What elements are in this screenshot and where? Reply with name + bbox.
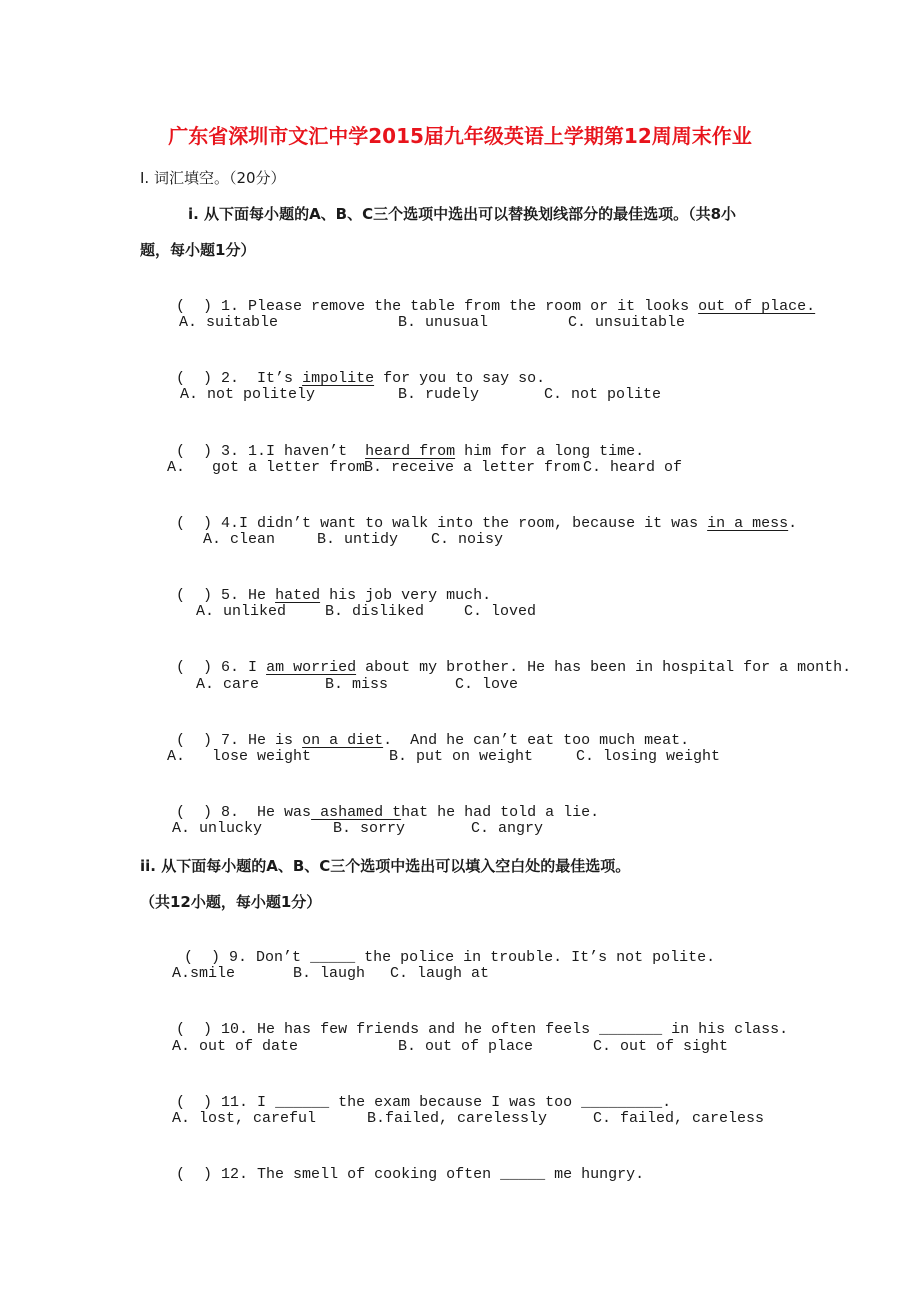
question-text-end: the police in trouble. It’s not polite. (355, 949, 716, 966)
underlined-phrase: heard from (365, 443, 456, 460)
question-text-end: for you to say so. (374, 370, 546, 387)
option-c: C. love (455, 676, 519, 693)
option-b: B.failed, carelessly (367, 1110, 548, 1127)
answer-paren[interactable]: ( ) (176, 804, 213, 821)
answer-paren[interactable]: ( ) (176, 732, 213, 749)
question-text-end: about my brother. He has been in hospital for a month. (356, 659, 852, 676)
question-text-end: in his class. (662, 1021, 789, 1038)
option-a: A. care (196, 676, 260, 693)
answer-paren[interactable]: ( ) (176, 587, 213, 604)
question-text: 1. Please remove the table from the room or it looks (221, 298, 699, 315)
option-b: B. rudely (398, 386, 480, 403)
option-a: A. got a letter from (167, 459, 366, 476)
option-b: B. miss (325, 676, 389, 693)
question-text-end: . (788, 515, 798, 532)
part-ii-instruction-line1: ii. 从下面每小题的A、B、C三个选项中选出可以填入空白处的最佳选项。 (140, 857, 631, 875)
option-c: C. unsuitable (568, 314, 686, 331)
question-text: 12. The smell of cooking often (221, 1166, 501, 1183)
option-b: B. unusual (398, 314, 489, 331)
question-text-end: me hungry. (545, 1166, 645, 1183)
option-c: C. loved (464, 603, 537, 620)
option-a: A. unliked (196, 603, 287, 620)
question-text: 5. He (221, 587, 276, 604)
option-a: A. out of date (172, 1038, 299, 1055)
question-text-end: hat he had told a lie. (401, 804, 600, 821)
answer-paren[interactable]: ( ) (176, 443, 213, 460)
underlined-phrase: ashamed t (311, 804, 402, 821)
question-text: 3. 1.I haven’t (221, 443, 366, 460)
question-text: 4.I didn’t want to walk into the room, because it was (221, 515, 708, 532)
question-12 (140, 1145, 644, 1205)
option-a: A.smile (172, 965, 236, 982)
option-c: C. angry (471, 820, 544, 837)
question-text-end: him for a long time. (455, 443, 645, 460)
option-a: A. clean (203, 531, 276, 548)
answer-blank-2[interactable]: _________ (581, 1094, 663, 1111)
option-c: C. out of sight (593, 1038, 729, 1055)
question-text: 11. I (221, 1094, 276, 1111)
option-b: B. sorry (333, 820, 406, 837)
question-text: 2. It’s (221, 370, 303, 387)
part-ii-instruction-line2: （共12小题，每小题1分） (140, 893, 322, 911)
question-text-end: . And he can’t eat too much meat. (383, 732, 690, 749)
answer-paren[interactable]: ( ) (176, 1094, 213, 1111)
option-c: C. losing weight (576, 748, 721, 765)
answer-paren[interactable]: ( ) (176, 298, 213, 315)
answer-blank[interactable]: _______ (599, 1021, 663, 1038)
part-i-instruction-line2: 题，每小题1分） (140, 241, 256, 259)
option-a: A. unlucky (172, 820, 263, 837)
option-b: B. laugh (293, 965, 366, 982)
option-a: A. not politely (180, 386, 316, 403)
question-text: 7. He is (221, 732, 303, 749)
underlined-phrase: in a mess (707, 515, 789, 532)
underlined-phrase: hated (275, 587, 321, 604)
option-c: C. not polite (544, 386, 662, 403)
question-text: 6. I (221, 659, 267, 676)
question-text: 8. He was (221, 804, 312, 821)
option-b: B. out of place (398, 1038, 534, 1055)
option-a: A. lost, careful (172, 1110, 317, 1127)
question-text-end: . (662, 1094, 672, 1111)
answer-paren[interactable]: ( ) (176, 370, 213, 387)
option-c: C. failed, careless (593, 1110, 765, 1127)
option-c: C. heard of (583, 459, 683, 476)
answer-blank[interactable]: _____ (500, 1166, 546, 1183)
option-c: C. laugh at (390, 965, 490, 982)
question-text-end: his job very much. (320, 587, 492, 604)
underlined-phrase: impolite (302, 370, 375, 387)
question-text: 10. He has few friends and he often feels (221, 1021, 600, 1038)
question-5 (140, 566, 491, 626)
option-b: B. put on weight (389, 748, 534, 765)
answer-paren[interactable]: ( ) (176, 1166, 213, 1183)
answer-paren[interactable]: ( ) (176, 659, 213, 676)
answer-paren[interactable]: ( ) (176, 1021, 213, 1038)
option-b: B. receive a letter from (364, 459, 581, 476)
part-i-instruction-line1: i. 从下面每小题的A、B、C三个选项中选出可以替换划线部分的最佳选项。（共8小 (188, 205, 737, 223)
option-b: B. disliked (325, 603, 425, 620)
document-title: 广东省深圳市文汇中学2015届九年级英语上学期第12周周末作业 (168, 124, 752, 148)
answer-paren[interactable]: ( ) (176, 515, 213, 532)
question-text: 9. Don’t (229, 949, 311, 966)
underlined-phrase: out of place. (698, 298, 816, 315)
question-text-mid: the exam because I was too (329, 1094, 582, 1111)
answer-blank[interactable]: _____ (310, 949, 356, 966)
option-a: A. suitable (179, 314, 279, 331)
answer-paren[interactable]: ( ) (184, 949, 221, 966)
option-b: B. untidy (317, 531, 399, 548)
underlined-phrase: on a diet (302, 732, 384, 749)
underlined-phrase: am worried (266, 659, 357, 676)
option-c: C. noisy (431, 531, 504, 548)
option-a: A. lose weight (167, 748, 312, 765)
section-heading: I. 词汇填空。（20分） (140, 169, 286, 187)
answer-blank-1[interactable]: ______ (275, 1094, 330, 1111)
